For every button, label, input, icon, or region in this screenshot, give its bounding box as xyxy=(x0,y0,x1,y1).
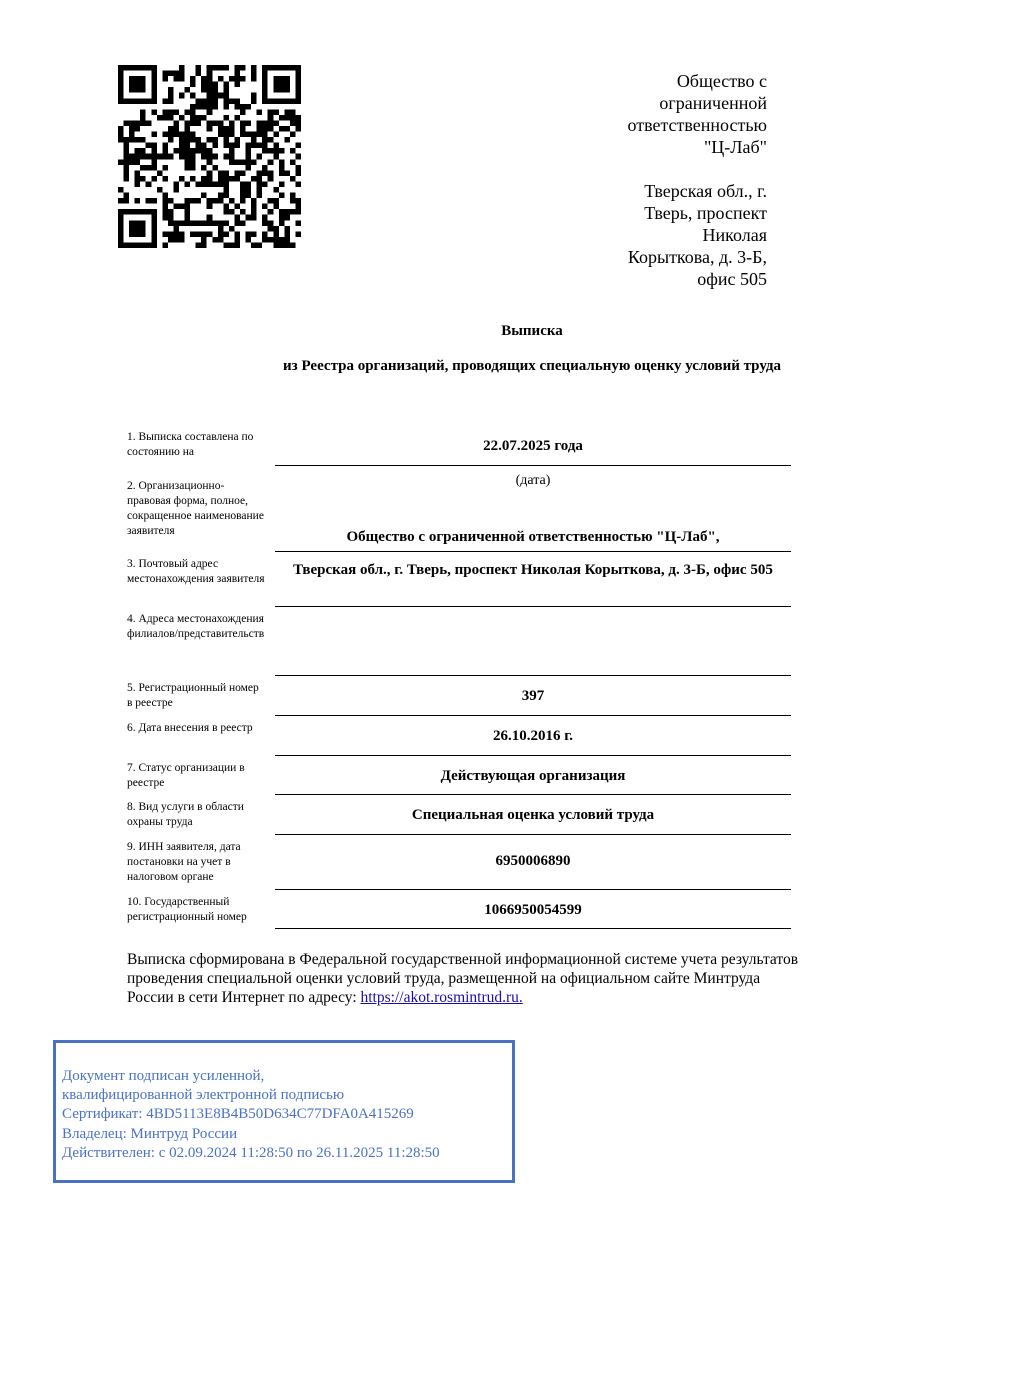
signature-line: Действителен: с 02.09.2024 11:28:50 по 26.11.2025 11:28:50 xyxy=(62,1144,440,1161)
signature-line: Документ подписан усиленной, xyxy=(62,1068,265,1084)
addressee-address xyxy=(560,180,767,290)
rosmintrud-link[interactable]: https://akot.rosmintrud.ru. xyxy=(360,989,523,1006)
addressee-address-line: Тверская обл., г. xyxy=(644,181,767,201)
row-value: 22.07.2025 года xyxy=(483,438,583,454)
signature-stamp xyxy=(53,1040,515,1183)
row-value: Действующая организация xyxy=(440,768,626,784)
addressee-address-line: Корыткова, д. 3-Б, xyxy=(627,247,767,267)
date-hint: (дата) xyxy=(515,473,551,488)
row-underline xyxy=(275,551,791,552)
row-value: Специальная оценка условий труда xyxy=(411,807,655,823)
row-label: 10. Государственный регистрационный номер xyxy=(127,896,247,923)
row-underline xyxy=(275,465,791,466)
document-title: Выписка xyxy=(501,323,563,339)
row-value: 1066950054599 xyxy=(484,902,582,918)
signature-line: Владелец: Минтруд России xyxy=(62,1125,238,1142)
document-subtitle: из Реестра организаций, проводящих специальную оценку условий труда xyxy=(283,358,781,374)
row-label: 5. Регистрационный номер в реестре xyxy=(127,682,259,709)
addressee-name-line: ответственностью xyxy=(627,115,767,135)
row-label: 7. Статус организации в реестре xyxy=(127,762,245,789)
row-label: 1. Выписка составлена по состоянию на xyxy=(127,431,254,458)
row-underline xyxy=(275,834,791,835)
addressee-name-line: Общество с xyxy=(676,71,767,91)
addressee-address-line: офис 505 xyxy=(697,269,767,289)
row-value: 6950006890 xyxy=(495,853,571,869)
signature-text xyxy=(62,1067,440,1163)
row-value: 26.10.2016 г. xyxy=(492,728,574,744)
row-label: 4. Адреса местонахождения филиалов/представительств xyxy=(127,613,265,640)
addressee-address-line: Тверь, проспект xyxy=(644,203,767,223)
addressee-name-line: "Ц-Лаб" xyxy=(703,137,767,157)
row-underline xyxy=(275,675,791,676)
row-underline xyxy=(275,889,791,890)
signature-line: Сертификат: 4BD5113E8B4B50D634C77DFA0A415269 xyxy=(62,1106,414,1123)
row-label: 9. ИНН заявителя, дата постановки на учет в налоговом органе xyxy=(127,841,241,883)
footer-note xyxy=(127,950,807,1007)
qr-code xyxy=(118,65,301,248)
addressee-name xyxy=(560,70,767,158)
row-value: Тверская обл., г. Тверь, проспект Николая Корыткова, д. 3-Б, офис 505 xyxy=(293,562,773,578)
row-label: 2. Организационно-правовая форма, полное, сокращенное наименование заявителя xyxy=(127,480,264,537)
signature-line: квалифицированной электронной подписью xyxy=(62,1087,345,1104)
row-underline xyxy=(275,715,791,716)
row-underline xyxy=(275,606,791,607)
addressee-address-line: Николая xyxy=(702,225,767,245)
row-value: 397 xyxy=(521,688,545,704)
row-label: 8. Вид услуги в области охраны труда xyxy=(127,801,244,828)
footer-text: Выписка сформирована в Федеральной государственной информационной системе учета результатов проведения специальной оценки условий труда, размещенной на официальном сайте Минтруда России в сети Интернет по адресу: xyxy=(127,951,799,1006)
row-label: 6. Дата внесения в реестр xyxy=(127,722,253,734)
row-underline xyxy=(275,928,791,929)
row-underline xyxy=(275,794,791,795)
addressee-block xyxy=(560,70,767,290)
row-underline xyxy=(275,755,791,756)
row-value: Общество с ограниченной ответственностью "Ц-Лаб", xyxy=(346,529,720,545)
row-label: 3. Почтовый адрес местонахождения заявителя xyxy=(127,558,265,585)
addressee-name-line: ограниченной xyxy=(659,93,767,113)
